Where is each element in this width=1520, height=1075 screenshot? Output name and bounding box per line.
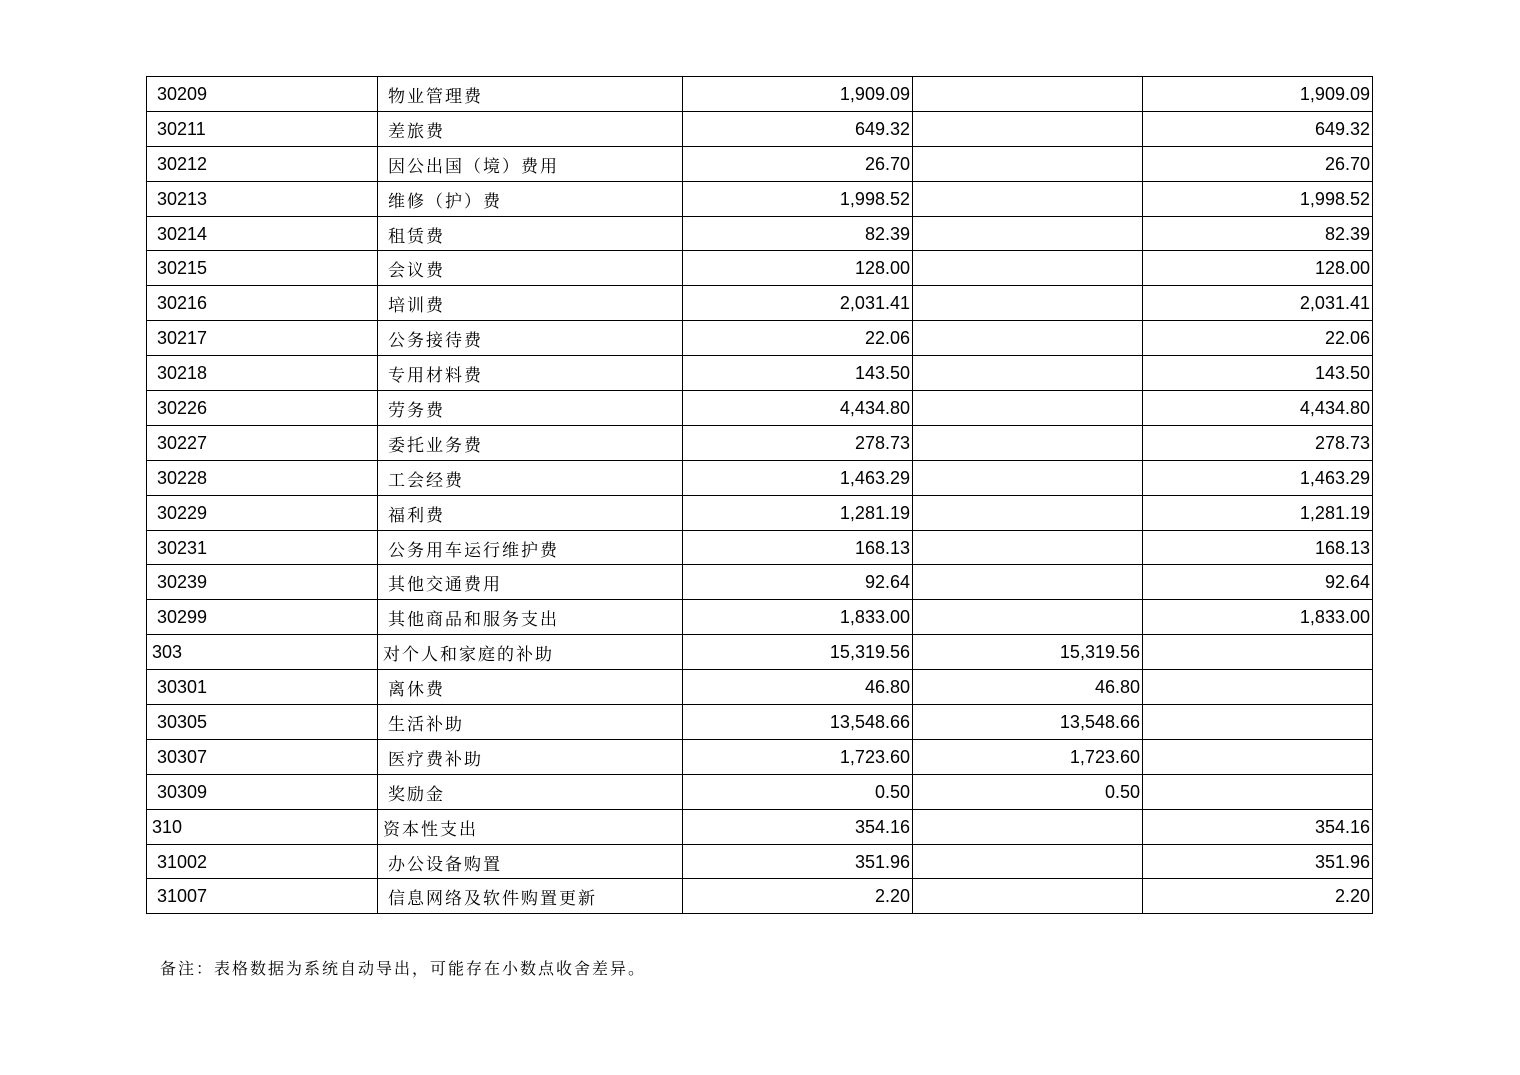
public-amount-cell xyxy=(1143,635,1373,670)
table-row xyxy=(147,844,1373,879)
table-row xyxy=(147,670,1373,705)
table-row xyxy=(147,565,1373,600)
subject-name-cell: 办公设备购置 xyxy=(378,844,683,879)
table-row xyxy=(147,530,1373,565)
subject-name-cell: 其他商品和服务支出 xyxy=(378,600,683,635)
public-amount-cell: 2.20 xyxy=(1143,879,1373,914)
subject-name-cell: 生活补助 xyxy=(378,705,683,740)
personnel-amount-cell xyxy=(913,425,1143,460)
subject-code-cell: 30239 xyxy=(147,565,378,600)
public-amount-cell: 2,031.41 xyxy=(1143,286,1373,321)
expenditure-table xyxy=(146,76,1373,914)
personnel-amount-cell xyxy=(913,321,1143,356)
subject-name-cell: 培训费 xyxy=(378,286,683,321)
public-amount-cell: 1,463.29 xyxy=(1143,460,1373,495)
total-amount-cell: 15,319.56 xyxy=(683,635,913,670)
subject-name-cell: 差旅费 xyxy=(378,111,683,146)
personnel-amount-cell xyxy=(913,391,1143,426)
subject-code-cell: 310 xyxy=(147,809,378,844)
personnel-amount-cell xyxy=(913,251,1143,286)
total-amount-cell: 2,031.41 xyxy=(683,286,913,321)
subject-name-cell: 对个人和家庭的补助 xyxy=(378,635,683,670)
public-amount-cell xyxy=(1143,774,1373,809)
total-amount-cell: 128.00 xyxy=(683,251,913,286)
subject-code-cell: 30214 xyxy=(147,216,378,251)
public-amount-cell xyxy=(1143,705,1373,740)
personnel-amount-cell xyxy=(913,356,1143,391)
public-amount-cell: 128.00 xyxy=(1143,251,1373,286)
subject-name-cell: 福利费 xyxy=(378,495,683,530)
subject-code-cell: 31007 xyxy=(147,879,378,914)
subject-code-cell: 30211 xyxy=(147,111,378,146)
personnel-amount-cell xyxy=(913,809,1143,844)
public-amount-cell: 22.06 xyxy=(1143,321,1373,356)
public-amount-cell: 1,998.52 xyxy=(1143,181,1373,216)
personnel-amount-cell xyxy=(913,460,1143,495)
total-amount-cell: 0.50 xyxy=(683,774,913,809)
subject-code-cell: 30299 xyxy=(147,600,378,635)
public-amount-cell xyxy=(1143,739,1373,774)
personnel-amount-cell xyxy=(913,495,1143,530)
subject-name-cell: 工会经费 xyxy=(378,460,683,495)
subject-name-cell: 医疗费补助 xyxy=(378,739,683,774)
personnel-amount-cell xyxy=(913,77,1143,112)
total-amount-cell: 46.80 xyxy=(683,670,913,705)
table-row xyxy=(147,391,1373,426)
table-row xyxy=(147,216,1373,251)
total-amount-cell: 1,998.52 xyxy=(683,181,913,216)
public-amount-cell: 92.64 xyxy=(1143,565,1373,600)
subject-code-cell: 30301 xyxy=(147,670,378,705)
public-amount-cell xyxy=(1143,670,1373,705)
total-amount-cell: 4,434.80 xyxy=(683,391,913,426)
personnel-amount-cell xyxy=(913,879,1143,914)
subject-name-cell: 劳务费 xyxy=(378,391,683,426)
personnel-amount-cell xyxy=(913,111,1143,146)
total-amount-cell: 92.64 xyxy=(683,565,913,600)
subject-name-cell: 资本性支出 xyxy=(378,809,683,844)
subject-name-cell: 委托业务费 xyxy=(378,425,683,460)
subject-code-cell: 30305 xyxy=(147,705,378,740)
total-amount-cell: 2.20 xyxy=(683,879,913,914)
public-amount-cell: 26.70 xyxy=(1143,146,1373,181)
table-row xyxy=(147,705,1373,740)
table-row xyxy=(147,774,1373,809)
personnel-amount-cell xyxy=(913,146,1143,181)
total-amount-cell: 26.70 xyxy=(683,146,913,181)
subject-name-cell: 其他交通费用 xyxy=(378,565,683,600)
subject-code-cell: 30218 xyxy=(147,356,378,391)
subject-name-cell: 离休费 xyxy=(378,670,683,705)
total-amount-cell: 278.73 xyxy=(683,425,913,460)
subject-code-cell: 31002 xyxy=(147,844,378,879)
table-row xyxy=(147,425,1373,460)
personnel-amount-cell xyxy=(913,565,1143,600)
public-amount-cell: 351.96 xyxy=(1143,844,1373,879)
subject-name-cell: 因公出国（境）费用 xyxy=(378,146,683,181)
subject-name-cell: 公务用车运行维护费 xyxy=(378,530,683,565)
subject-code-cell: 30226 xyxy=(147,391,378,426)
table-row xyxy=(147,635,1373,670)
public-amount-cell: 1,909.09 xyxy=(1143,77,1373,112)
total-amount-cell: 1,833.00 xyxy=(683,600,913,635)
total-amount-cell: 1,463.29 xyxy=(683,460,913,495)
public-amount-cell: 354.16 xyxy=(1143,809,1373,844)
subject-name-cell: 专用材料费 xyxy=(378,356,683,391)
total-amount-cell: 82.39 xyxy=(683,216,913,251)
personnel-amount-cell xyxy=(913,600,1143,635)
total-amount-cell: 13,548.66 xyxy=(683,705,913,740)
total-amount-cell: 22.06 xyxy=(683,321,913,356)
total-amount-cell: 143.50 xyxy=(683,356,913,391)
subject-code-cell: 30209 xyxy=(147,77,378,112)
subject-name-cell: 奖励金 xyxy=(378,774,683,809)
personnel-amount-cell xyxy=(913,286,1143,321)
personnel-amount-cell: 1,723.60 xyxy=(913,739,1143,774)
public-amount-cell: 649.32 xyxy=(1143,111,1373,146)
personnel-amount-cell: 15,319.56 xyxy=(913,635,1143,670)
table-row xyxy=(147,809,1373,844)
footnote: 备注：表格数据为系统自动导出，可能存在小数点收舍差异。 xyxy=(160,959,647,978)
subject-name-cell: 公务接待费 xyxy=(378,321,683,356)
table-row xyxy=(147,146,1373,181)
subject-name-cell: 维修（护）费 xyxy=(378,181,683,216)
personnel-amount-cell: 0.50 xyxy=(913,774,1143,809)
subject-code-cell: 30213 xyxy=(147,181,378,216)
subject-code-cell: 30309 xyxy=(147,774,378,809)
personnel-amount-cell xyxy=(913,181,1143,216)
table-body xyxy=(147,77,1373,914)
public-amount-cell: 143.50 xyxy=(1143,356,1373,391)
total-amount-cell: 649.32 xyxy=(683,111,913,146)
personnel-amount-cell xyxy=(913,530,1143,565)
table-row xyxy=(147,739,1373,774)
public-amount-cell: 1,833.00 xyxy=(1143,600,1373,635)
total-amount-cell: 1,909.09 xyxy=(683,77,913,112)
subject-name-cell: 会议费 xyxy=(378,251,683,286)
table-row xyxy=(147,879,1373,914)
table-row xyxy=(147,600,1373,635)
subject-code-cell: 30215 xyxy=(147,251,378,286)
public-amount-cell: 1,281.19 xyxy=(1143,495,1373,530)
table-row xyxy=(147,356,1373,391)
table-row xyxy=(147,460,1373,495)
subject-code-cell: 30229 xyxy=(147,495,378,530)
personnel-amount-cell xyxy=(913,216,1143,251)
subject-code-cell: 30228 xyxy=(147,460,378,495)
public-amount-cell: 82.39 xyxy=(1143,216,1373,251)
personnel-amount-cell: 46.80 xyxy=(913,670,1143,705)
subject-name-cell: 物业管理费 xyxy=(378,77,683,112)
table-row xyxy=(147,321,1373,356)
subject-name-cell: 租赁费 xyxy=(378,216,683,251)
public-amount-cell: 278.73 xyxy=(1143,425,1373,460)
public-amount-cell: 168.13 xyxy=(1143,530,1373,565)
public-amount-cell: 4,434.80 xyxy=(1143,391,1373,426)
table-row xyxy=(147,286,1373,321)
subject-code-cell: 30227 xyxy=(147,425,378,460)
table-row xyxy=(147,181,1373,216)
table-row xyxy=(147,111,1373,146)
table-row xyxy=(147,251,1373,286)
subject-code-cell: 30216 xyxy=(147,286,378,321)
total-amount-cell: 351.96 xyxy=(683,844,913,879)
personnel-amount-cell: 13,548.66 xyxy=(913,705,1143,740)
subject-name-cell: 信息网络及软件购置更新 xyxy=(378,879,683,914)
subject-code-cell: 30217 xyxy=(147,321,378,356)
total-amount-cell: 1,281.19 xyxy=(683,495,913,530)
subject-code-cell: 30231 xyxy=(147,530,378,565)
total-amount-cell: 1,723.60 xyxy=(683,739,913,774)
subject-code-cell: 303 xyxy=(147,635,378,670)
subject-code-cell: 30212 xyxy=(147,146,378,181)
total-amount-cell: 168.13 xyxy=(683,530,913,565)
total-amount-cell: 354.16 xyxy=(683,809,913,844)
personnel-amount-cell xyxy=(913,844,1143,879)
table-row xyxy=(147,77,1373,112)
table-row xyxy=(147,495,1373,530)
subject-code-cell: 30307 xyxy=(147,739,378,774)
